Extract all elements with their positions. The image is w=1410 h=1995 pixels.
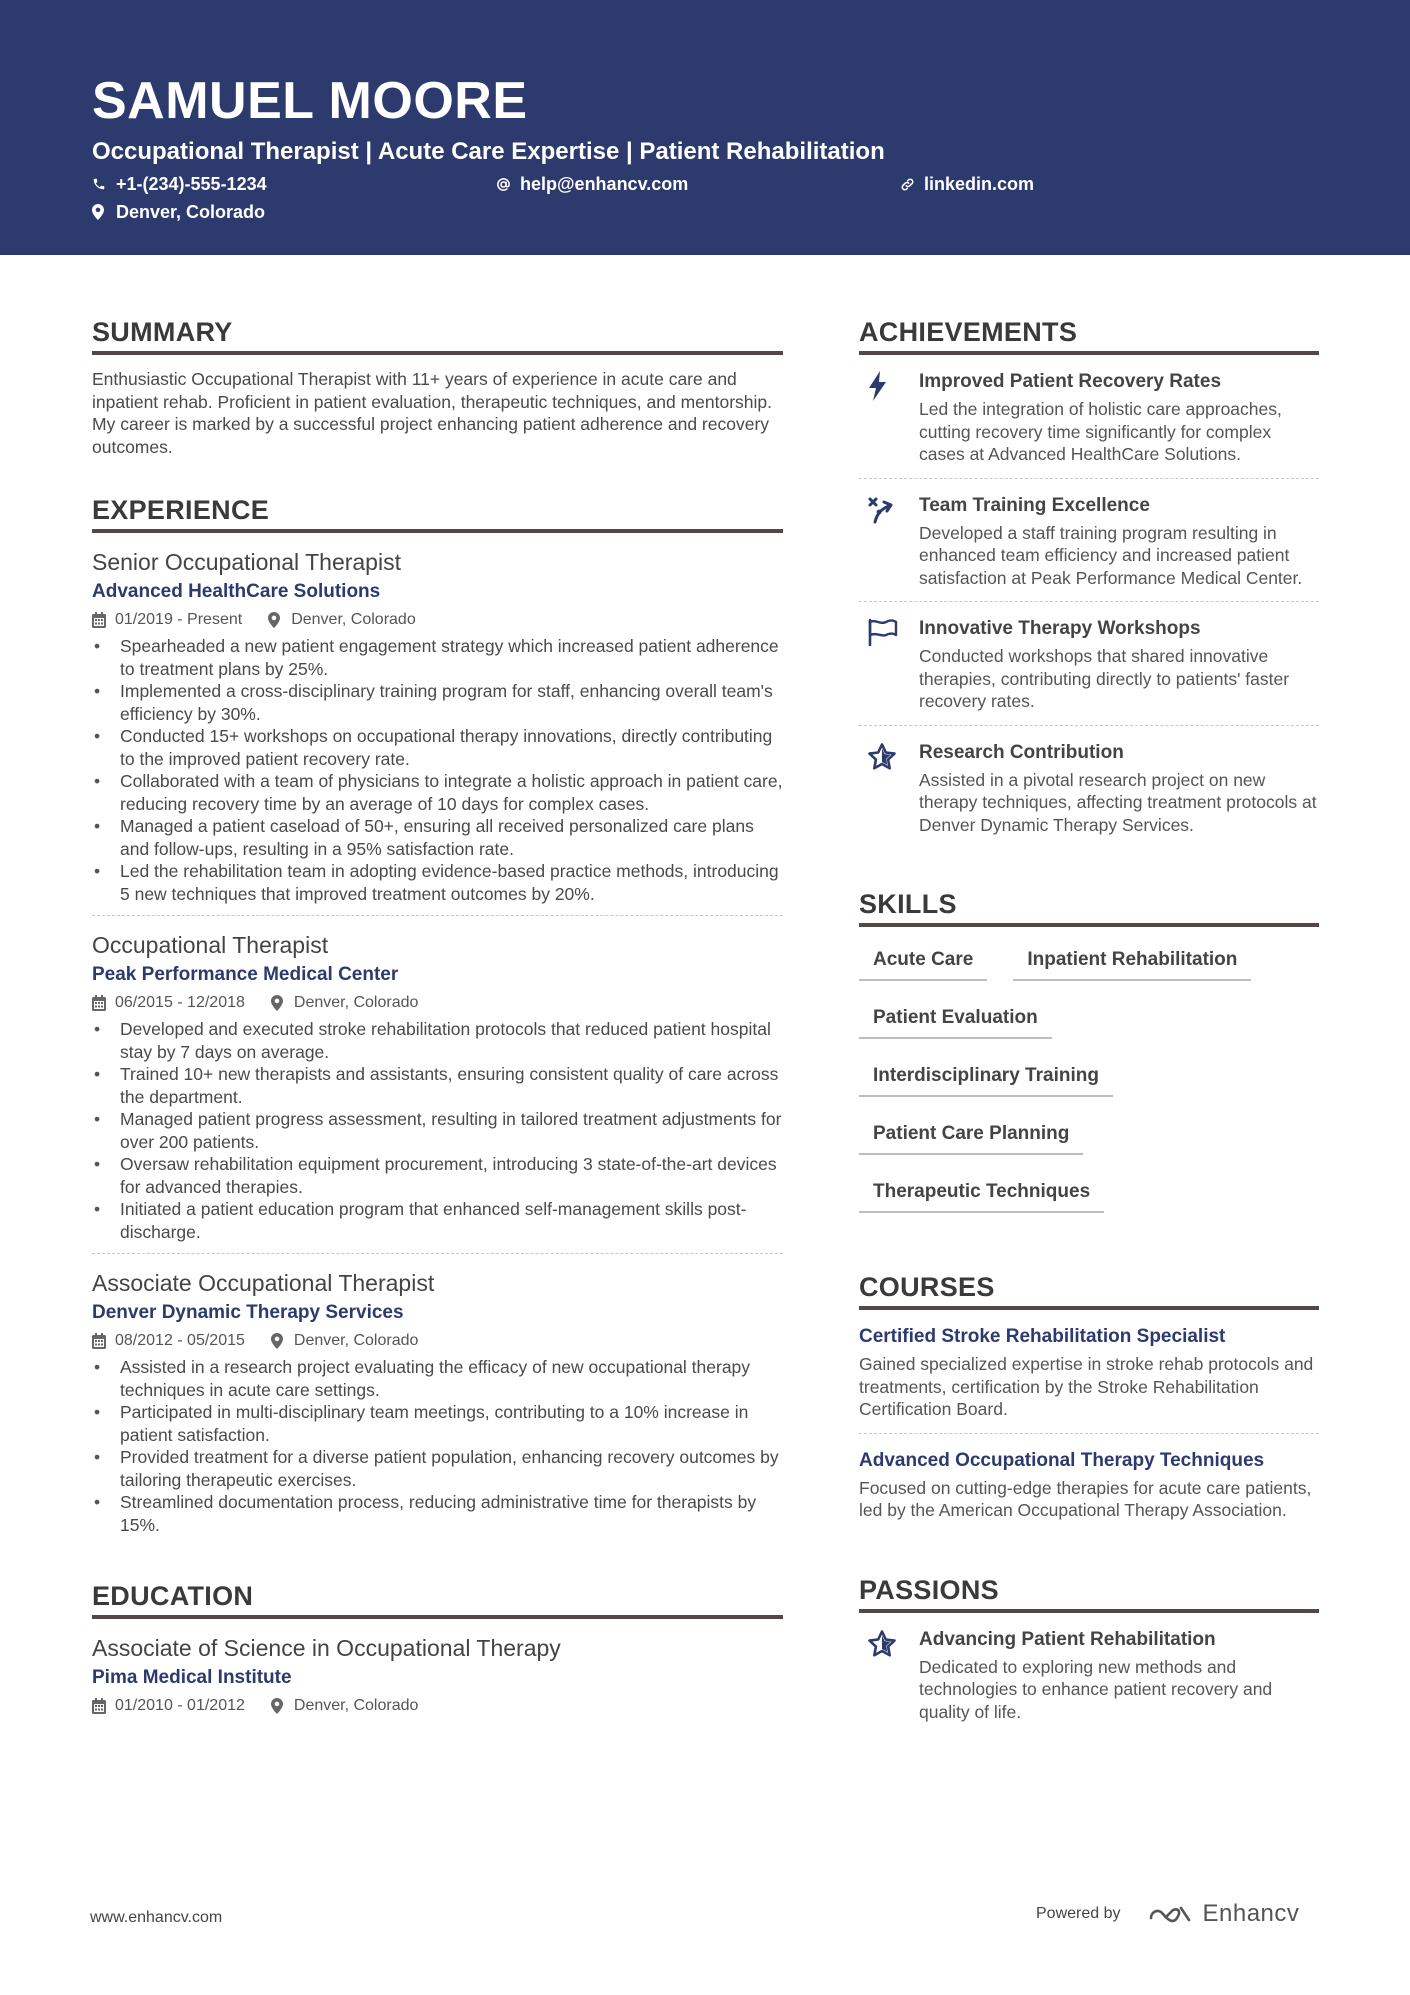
bullet-item: • Conducted 15+ workshops on occupational therapy innovations, directly contributing to the improved patient recovery rate. (92, 725, 783, 770)
education-entry (92, 1619, 783, 1717)
summary-heading: SUMMARY (92, 316, 783, 355)
company-name: Advanced HealthCare Solutions (92, 581, 381, 602)
bullet-item: • Collaborated with a team of physicians to integrate a holistic approach in patient care, reducing recovery time by an average of 10 days for complex cases. (92, 770, 783, 815)
bullet-item: • Provided treatment for a diverse patient population, enhancing recovery outcomes by tailoring therapeutic exercises. (92, 1446, 783, 1491)
achievements-description: Led the integration of holistic care approaches, cutting recovery time significantly for complex cases at Advanced HealthCare Solutions. (919, 399, 1282, 464)
phone-icon (92, 175, 108, 193)
achievements-item (859, 355, 1319, 479)
job-dates (92, 609, 242, 631)
education-location-text: Denver, Colorado (293, 1697, 419, 1714)
achievements-body (919, 616, 1319, 713)
job-bullets (92, 1356, 783, 1536)
job-location-text: Denver, Colorado (291, 611, 416, 628)
resume-header (0, 0, 1410, 255)
powered-by-text: Powered by (1036, 1905, 1121, 1922)
location-pin-icon (271, 995, 285, 1011)
education-dates-text: 01/2010 - 01/2012 (115, 1697, 245, 1714)
experience-section (92, 494, 783, 1546)
course-title: Advanced Occupational Therapy Techniques (859, 1449, 1265, 1471)
skills-list (859, 927, 1319, 1231)
left-column (92, 316, 783, 1753)
contact-phone[interactable] (92, 172, 267, 196)
job-dates-text: 06/2015 - 12/2018 (115, 994, 245, 1011)
achievements-item (859, 479, 1319, 603)
calendar-icon (92, 612, 106, 628)
location-pin-icon (92, 203, 108, 221)
footer-branding (1036, 1900, 1299, 1928)
passions-heading: PASSIONS (859, 1574, 1319, 1613)
skill-tag: Therapeutic Techniques (859, 1173, 1104, 1213)
course-item (859, 1434, 1319, 1534)
achievements-body (919, 369, 1319, 466)
school-name: Pima Medical Institute (92, 1667, 292, 1688)
lightning-icon (859, 369, 919, 466)
passions-description: Dedicated to exploring new methods and technologies to enhance patient recovery and quality of life. (919, 1656, 1273, 1722)
job-meta (92, 992, 783, 1014)
contact-email[interactable] (496, 172, 688, 196)
skill-tag: Acute Care (859, 941, 987, 981)
enhancv-brand: Enhancv (1202, 1900, 1300, 1927)
education-location (271, 1695, 419, 1717)
job-title: Associate Occupational Therapist (92, 1270, 435, 1296)
contact-location (92, 200, 265, 224)
achievements-title: Research Contribution (919, 741, 1124, 763)
course-description: Gained specialized expertise in stroke rehab protocols and treatments, certification by the Stroke Rehabilitation Certification Board. (859, 1354, 1314, 1419)
location-pin-icon (271, 1698, 285, 1714)
passions-body (919, 1627, 1319, 1724)
achievements-title: Improved Patient Recovery Rates (919, 371, 1222, 392)
at-icon (496, 175, 512, 193)
job-title: Senior Occupational Therapist (92, 549, 401, 575)
bullet-item: • Spearheaded a new patient engagement strategy which increased patient adherence to treatment plans by 25%. (92, 635, 783, 680)
achievements-body (919, 740, 1319, 837)
jobs-list (92, 533, 783, 1546)
skill-tag: Patient Evaluation (859, 999, 1052, 1039)
strategy-icon (859, 493, 919, 590)
job-meta (92, 1330, 783, 1352)
phone-number: +1-(234)-555-1234 (116, 174, 267, 194)
skills-heading: SKILLS (859, 888, 1319, 927)
achievements-description: Developed a staff training program resulting in enhanced team efficiency and increased patient satisfaction at Peak Performance Medical Center. (919, 522, 1303, 588)
courses-heading: COURSES (859, 1271, 1319, 1310)
location-pin-icon (271, 1333, 285, 1349)
courses-section (859, 1271, 1319, 1534)
summary-text: Enthusiastic Occupational Therapist with 11+ years of experience in acute care and inpatient rehab. Proficient in patient evaluation, therapeutic techniques, and mentorship. My career is marked by a successful project enhancing patient adherence and recovery outcomes. (92, 369, 773, 457)
job-entry (92, 1254, 783, 1546)
skill-tag: Patient Care Planning (859, 1115, 1083, 1155)
bullet-item: • Assisted in a research project evaluating the efficacy of new occupational therapy techniques in acute care settings. (92, 1356, 783, 1401)
passions-item (859, 1613, 1319, 1736)
bullet-item: • Implemented a cross-disciplinary training program for staff, enhancing overall team's efficiency by 30%. (92, 680, 783, 725)
bullet-item: • Managed patient progress assessment, resulting in tailored treatment adjustments for over 200 patients. (92, 1108, 783, 1153)
job-meta (92, 609, 783, 631)
calendar-icon (92, 1333, 106, 1349)
link-icon (900, 175, 916, 193)
company-name: Denver Dynamic Therapy Services (92, 1302, 404, 1323)
achievements-heading: ACHIEVEMENTS (859, 316, 1319, 355)
achievements-title: Innovative Therapy Workshops (919, 618, 1201, 639)
passions-title: Advancing Patient Rehabilitation (919, 1628, 1216, 1650)
achievements-item (859, 726, 1319, 849)
job-entry (92, 533, 783, 916)
calendar-icon (92, 1698, 106, 1714)
skill-tag: Interdisciplinary Training (859, 1057, 1113, 1097)
candidate-name: SAMUEL MOORE (92, 72, 528, 130)
bullet-item: • Streamlined documentation process, reducing administrative time for therapists by 15%. (92, 1491, 783, 1536)
job-dates (92, 1330, 245, 1352)
job-location (268, 609, 416, 631)
education-section (92, 1580, 783, 1717)
contact-website[interactable] (900, 172, 1034, 196)
calendar-icon (92, 995, 106, 1011)
courses-list (859, 1310, 1319, 1534)
achievements-list (859, 355, 1319, 848)
education-meta (92, 1695, 783, 1717)
bullet-item: • Managed a patient caseload of 50+, ensuring all received personalized care plans and follow-ups, resulting in a 95% satisfaction rate. (92, 815, 783, 860)
bullet-item: • Initiated a patient education program that enhanced self-management skills post-discharge. (92, 1198, 783, 1243)
bullet-item: • Participated in multi-disciplinary team meetings, contributing to a 10% increase in patient satisfaction. (92, 1401, 783, 1446)
degree-title: Associate of Science in Occupational Therapy (92, 1635, 561, 1661)
education-dates (92, 1695, 245, 1717)
website-link: linkedin.com (924, 174, 1035, 194)
achievements-description: Conducted workshops that shared innovative therapies, contributing directly to patients' faster recovery rates. (919, 646, 1290, 711)
job-dates (92, 992, 245, 1014)
candidate-headline: Occupational Therapist | Acute Care Expertise | Patient Rehabilitation (92, 138, 885, 165)
passions-list (859, 1613, 1319, 1736)
skills-section (859, 888, 1319, 1231)
achievements-body (919, 493, 1319, 590)
location-pin-icon (268, 612, 282, 628)
email-address: help@enhancv.com (520, 174, 689, 194)
star-icon (859, 740, 919, 837)
flag-icon (859, 616, 919, 713)
achievements-item (859, 602, 1319, 726)
passions-section (859, 1574, 1319, 1736)
job-location-text: Denver, Colorado (293, 994, 419, 1011)
enhancv-logo-icon (1147, 1902, 1195, 1926)
course-title: Certified Stroke Rehabilitation Specialist (859, 1326, 1226, 1347)
job-bullets (92, 1018, 783, 1243)
star-icon (859, 1627, 919, 1724)
job-location (271, 992, 419, 1014)
course-item (859, 1310, 1319, 1434)
right-column (859, 316, 1319, 1771)
bullet-item: • Led the rehabilitation team in adopting evidence-based practice methods, introducing 5 new techniques that improved treatment outcomes by 20%. (92, 860, 783, 905)
job-location (271, 1330, 419, 1352)
location-text: Denver, Colorado (116, 202, 266, 222)
education-heading: EDUCATION (92, 1580, 783, 1619)
summary-section (92, 316, 783, 458)
course-description: Focused on cutting-edge therapies for acute care patients, led by the American Occupational Therapy Association. (859, 1477, 1312, 1520)
job-bullets (92, 635, 783, 905)
skill-tag: Inpatient Rehabilitation (1013, 941, 1251, 981)
job-dates-text: 08/2012 - 05/2015 (115, 1332, 245, 1349)
job-dates-text: 01/2019 - Present (115, 611, 243, 628)
bullet-item: • Developed and executed stroke rehabilitation protocols that reduced patient hospital stay by 7 days on average. (92, 1018, 783, 1063)
achievements-description: Assisted in a pivotal research project on new therapy techniques, affecting treatment protocols at Denver Dynamic Therapy Services. (919, 769, 1317, 835)
bullet-item: • Trained 10+ new therapists and assistants, ensuring consistent quality of care across the department. (92, 1063, 783, 1108)
company-name: Peak Performance Medical Center (92, 964, 399, 985)
experience-heading: EXPERIENCE (92, 494, 783, 533)
job-entry (92, 916, 783, 1254)
job-location-text: Denver, Colorado (293, 1332, 419, 1349)
bullet-item: • Oversaw rehabilitation equipment procurement, introducing 3 state-of-the-art devices for advanced therapies. (92, 1153, 783, 1198)
achievements-section (859, 316, 1319, 848)
job-title: Occupational Therapist (92, 932, 329, 958)
footer-website[interactable]: www.enhancv.com (90, 1909, 223, 1926)
achievements-title: Team Training Excellence (919, 494, 1150, 516)
